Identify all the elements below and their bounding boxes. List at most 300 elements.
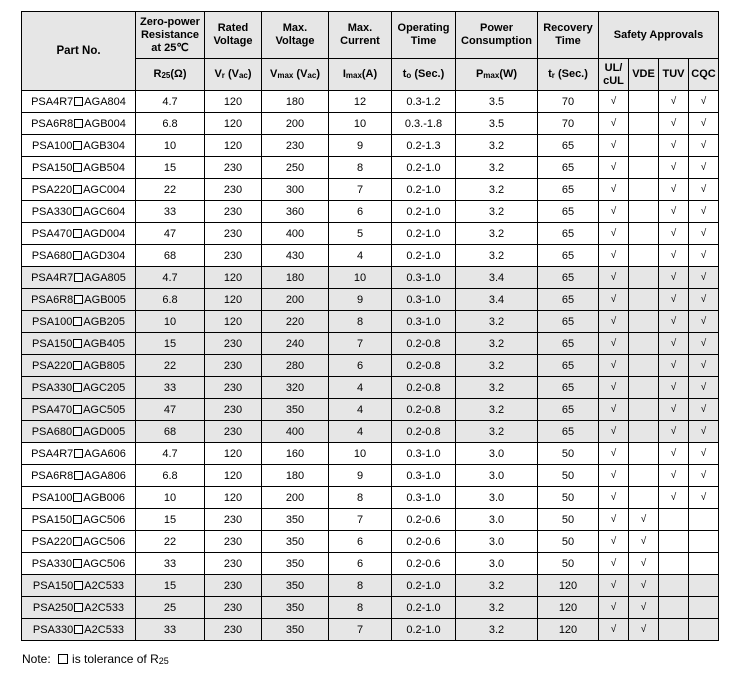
- cell-pmax: 3.2: [456, 201, 538, 223]
- tolerance-box-icon: [73, 163, 82, 172]
- table-row: [22, 575, 719, 597]
- cell-pmax: 3.4: [456, 289, 538, 311]
- cell-to: 0.2-1.0: [392, 245, 456, 267]
- cell-tr: 50: [538, 509, 599, 531]
- cell-tuv: √: [659, 465, 689, 487]
- tolerance-box-icon: [74, 119, 83, 128]
- cell-tuv: √: [659, 377, 689, 399]
- cell-tr: 50: [538, 531, 599, 553]
- cell-part-no: PSA6R8 AGB005: [22, 289, 136, 311]
- cell-tr: 65: [538, 377, 599, 399]
- header-operating-time: Operating Time: [392, 12, 456, 59]
- cell-to: 0.2-0.6: [392, 531, 456, 553]
- cell-to: 0.2-0.8: [392, 355, 456, 377]
- note-prefix: Note:: [22, 652, 51, 666]
- cell-imax: 6: [329, 355, 392, 377]
- cell-vde: [629, 223, 659, 245]
- table-row: [22, 223, 719, 245]
- cell-pmax: 3.2: [456, 575, 538, 597]
- cell-vmax: 350: [262, 619, 329, 641]
- cell-r25: 22: [136, 179, 205, 201]
- cell-cqc: √: [689, 113, 719, 135]
- unit-to: to (Sec.): [392, 59, 456, 91]
- cell-r25: 22: [136, 531, 205, 553]
- cell-vmax: 180: [262, 267, 329, 289]
- cell-tuv: √: [659, 421, 689, 443]
- cell-ul: √: [599, 113, 629, 135]
- cell-tr: 65: [538, 289, 599, 311]
- cell-tuv: √: [659, 333, 689, 355]
- cell-vmax: 350: [262, 597, 329, 619]
- cell-vmax: 200: [262, 113, 329, 135]
- cell-vmax: 160: [262, 443, 329, 465]
- cell-to: 0.3-1.0: [392, 267, 456, 289]
- cell-imax: 8: [329, 311, 392, 333]
- cell-part-no: PSA100 AGB006: [22, 487, 136, 509]
- cell-vr: 230: [205, 399, 262, 421]
- cell-part-no: PSA150 AGB405: [22, 333, 136, 355]
- cell-r25: 4.7: [136, 267, 205, 289]
- tolerance-box-icon: [74, 295, 83, 304]
- cell-part-no: PSA330 AGC506: [22, 553, 136, 575]
- cell-pmax: 3.0: [456, 553, 538, 575]
- cell-part-no: PSA6R8 AGB004: [22, 113, 136, 135]
- cell-vde: [629, 113, 659, 135]
- cell-vde: [629, 267, 659, 289]
- cell-vr: 230: [205, 619, 262, 641]
- cell-ul: √: [599, 487, 629, 509]
- note-symbol: R25: [150, 652, 169, 666]
- cell-vr: 120: [205, 113, 262, 135]
- table-row: [22, 267, 719, 289]
- tolerance-box-icon: [73, 559, 82, 568]
- cell-imax: 4: [329, 399, 392, 421]
- cell-part-no: PSA470 AGD004: [22, 223, 136, 245]
- tolerance-box-icon: [73, 339, 82, 348]
- cell-vmax: 360: [262, 201, 329, 223]
- cell-to: 0.2-1.0: [392, 201, 456, 223]
- cell-part-no: PSA100 AGB205: [22, 311, 136, 333]
- cell-vde: √: [629, 619, 659, 641]
- cell-pmax: 3.5: [456, 113, 538, 135]
- cell-vr: 120: [205, 311, 262, 333]
- cell-to: 0.3-1.0: [392, 443, 456, 465]
- cell-to: 0.2-0.8: [392, 377, 456, 399]
- cell-vde: √: [629, 597, 659, 619]
- cell-vmax: 350: [262, 509, 329, 531]
- header-safety-approvals: Safety Approvals: [599, 12, 719, 59]
- cell-tuv: √: [659, 91, 689, 113]
- cell-part-no: PSA330 A2C533: [22, 619, 136, 641]
- cell-pmax: 3.2: [456, 597, 538, 619]
- cell-vde: √: [629, 531, 659, 553]
- cell-part-no: PSA220 AGC506: [22, 531, 136, 553]
- cell-tr: 50: [538, 487, 599, 509]
- cell-cqc: √: [689, 333, 719, 355]
- cell-cqc: √: [689, 267, 719, 289]
- cell-vde: [629, 179, 659, 201]
- cell-to: 0.2-0.8: [392, 421, 456, 443]
- cell-r25: 22: [136, 355, 205, 377]
- cell-part-no: PSA220 AGC004: [22, 179, 136, 201]
- cell-vde: [629, 465, 659, 487]
- cell-vr: 230: [205, 157, 262, 179]
- cell-r25: 15: [136, 157, 205, 179]
- cell-vr: 230: [205, 575, 262, 597]
- cell-to: 0.2-0.8: [392, 399, 456, 421]
- cell-r25: 4.7: [136, 443, 205, 465]
- header-part-no: Part No.: [22, 12, 136, 91]
- tolerance-box-icon: [73, 515, 82, 524]
- cell-vmax: 400: [262, 421, 329, 443]
- cell-r25: 6.8: [136, 465, 205, 487]
- cell-tr: 65: [538, 333, 599, 355]
- cell-to: 0.2-1.0: [392, 619, 456, 641]
- cell-r25: 6.8: [136, 289, 205, 311]
- cell-vmax: 300: [262, 179, 329, 201]
- table-row: [22, 421, 719, 443]
- unit-r25: R25(Ω): [136, 59, 205, 91]
- cell-ul: √: [599, 223, 629, 245]
- header-max-current: Max. Current: [329, 12, 392, 59]
- cell-vde: [629, 443, 659, 465]
- cell-tr: 65: [538, 201, 599, 223]
- cell-imax: 12: [329, 91, 392, 113]
- cell-tuv: √: [659, 223, 689, 245]
- cell-imax: 8: [329, 597, 392, 619]
- cell-ul: √: [599, 509, 629, 531]
- cell-r25: 4.7: [136, 91, 205, 113]
- cell-tr: 65: [538, 135, 599, 157]
- cell-part-no: PSA4R7 AGA804: [22, 91, 136, 113]
- cell-vmax: 350: [262, 531, 329, 553]
- cell-pmax: 3.0: [456, 487, 538, 509]
- cell-imax: 8: [329, 157, 392, 179]
- cell-to: 0.3-1.0: [392, 487, 456, 509]
- cell-vmax: 430: [262, 245, 329, 267]
- cell-part-no: PSA330 AGC604: [22, 201, 136, 223]
- tolerance-box-icon: [74, 625, 83, 634]
- cell-ul: √: [599, 201, 629, 223]
- cell-imax: 8: [329, 487, 392, 509]
- cell-cqc: √: [689, 179, 719, 201]
- cell-tr: 65: [538, 421, 599, 443]
- approval-vde: VDE: [629, 59, 659, 91]
- cell-tuv: √: [659, 245, 689, 267]
- cell-imax: 6: [329, 201, 392, 223]
- cell-imax: 9: [329, 465, 392, 487]
- cell-part-no: PSA330 AGC205: [22, 377, 136, 399]
- cell-vde: [629, 377, 659, 399]
- cell-vde: [629, 399, 659, 421]
- cell-imax: 7: [329, 179, 392, 201]
- cell-tuv: [659, 575, 689, 597]
- cell-pmax: 3.0: [456, 509, 538, 531]
- table-row: [22, 245, 719, 267]
- cell-tuv: √: [659, 443, 689, 465]
- cell-ul: √: [599, 597, 629, 619]
- cell-ul: √: [599, 245, 629, 267]
- cell-cqc: √: [689, 421, 719, 443]
- cell-vde: [629, 135, 659, 157]
- cell-ul: √: [599, 443, 629, 465]
- cell-ul: √: [599, 399, 629, 421]
- tolerance-box-icon: [73, 427, 82, 436]
- tolerance-box-icon: [73, 317, 82, 326]
- cell-vmax: 240: [262, 333, 329, 355]
- cell-pmax: 3.2: [456, 245, 538, 267]
- cell-imax: 4: [329, 421, 392, 443]
- table-row: [22, 509, 719, 531]
- cell-pmax: 3.2: [456, 135, 538, 157]
- cell-tr: 50: [538, 553, 599, 575]
- cell-to: 0.3-1.0: [392, 311, 456, 333]
- table-row: [22, 355, 719, 377]
- footnote: [22, 652, 169, 666]
- cell-tuv: [659, 597, 689, 619]
- unit-tr: tr (Sec.): [538, 59, 599, 91]
- cell-pmax: 3.2: [456, 157, 538, 179]
- cell-imax: 10: [329, 113, 392, 135]
- cell-to: 0.3.-1.8: [392, 113, 456, 135]
- cell-to: 0.3-1.0: [392, 465, 456, 487]
- cell-cqc: √: [689, 135, 719, 157]
- cell-ul: √: [599, 135, 629, 157]
- cell-imax: 7: [329, 509, 392, 531]
- cell-tuv: [659, 553, 689, 575]
- cell-imax: 4: [329, 245, 392, 267]
- cell-pmax: 3.2: [456, 355, 538, 377]
- cell-r25: 10: [136, 135, 205, 157]
- cell-vr: 120: [205, 91, 262, 113]
- unit-pmax: Pmax(W): [456, 59, 538, 91]
- header-recovery-time: Recovery Time: [538, 12, 599, 59]
- table-row: [22, 377, 719, 399]
- cell-ul: √: [599, 355, 629, 377]
- cell-imax: 6: [329, 553, 392, 575]
- cell-tr: 120: [538, 575, 599, 597]
- cell-r25: 15: [136, 333, 205, 355]
- cell-to: 0.2-1.0: [392, 179, 456, 201]
- table-row: [22, 91, 719, 113]
- tolerance-box-icon: [74, 449, 83, 458]
- tolerance-box-icon: [73, 185, 82, 194]
- cell-to: 0.2-1.0: [392, 223, 456, 245]
- cell-tr: 50: [538, 465, 599, 487]
- cell-vde: [629, 289, 659, 311]
- cell-cqc: √: [689, 289, 719, 311]
- table-row: [22, 157, 719, 179]
- cell-pmax: 3.2: [456, 421, 538, 443]
- cell-ul: √: [599, 619, 629, 641]
- table-row: [22, 201, 719, 223]
- cell-vr: 230: [205, 179, 262, 201]
- cell-imax: 7: [329, 333, 392, 355]
- cell-imax: 8: [329, 575, 392, 597]
- cell-cqc: √: [689, 223, 719, 245]
- cell-to: 0.2-1.0: [392, 597, 456, 619]
- cell-r25: 68: [136, 245, 205, 267]
- spec-sheet: [21, 11, 719, 641]
- cell-tuv: √: [659, 355, 689, 377]
- table-row: [22, 179, 719, 201]
- cell-cqc: √: [689, 399, 719, 421]
- cell-tuv: √: [659, 311, 689, 333]
- header-row: [22, 12, 719, 59]
- table-row: [22, 465, 719, 487]
- cell-tuv: √: [659, 113, 689, 135]
- cell-ul: √: [599, 91, 629, 113]
- cell-vr: 230: [205, 531, 262, 553]
- cell-to: 0.2-0.6: [392, 509, 456, 531]
- cell-vmax: 350: [262, 399, 329, 421]
- tolerance-box-icon: [74, 273, 83, 282]
- cell-part-no: PSA4R7 AGA805: [22, 267, 136, 289]
- cell-part-no: PSA470 AGC505: [22, 399, 136, 421]
- cell-vmax: 200: [262, 487, 329, 509]
- cell-pmax: 3.0: [456, 531, 538, 553]
- tolerance-box-icon: [73, 229, 82, 238]
- cell-vmax: 180: [262, 465, 329, 487]
- table-row: [22, 553, 719, 575]
- cell-vmax: 350: [262, 553, 329, 575]
- approval-ul-cul: UL/ cUL: [599, 59, 629, 91]
- cell-cqc: [689, 509, 719, 531]
- cell-pmax: 3.0: [456, 443, 538, 465]
- tolerance-box-icon: [73, 207, 82, 216]
- cell-vr: 120: [205, 443, 262, 465]
- cell-tuv: √: [659, 135, 689, 157]
- cell-vde: [629, 201, 659, 223]
- cell-vde: [629, 421, 659, 443]
- cell-cqc: √: [689, 91, 719, 113]
- cell-vr: 120: [205, 135, 262, 157]
- cell-ul: √: [599, 157, 629, 179]
- cell-tr: 120: [538, 597, 599, 619]
- cell-vmax: 320: [262, 377, 329, 399]
- cell-tuv: √: [659, 201, 689, 223]
- cell-vr: 230: [205, 355, 262, 377]
- cell-tr: 70: [538, 113, 599, 135]
- cell-vde: [629, 311, 659, 333]
- cell-vr: 120: [205, 267, 262, 289]
- table-body: [22, 91, 719, 641]
- cell-tr: 65: [538, 399, 599, 421]
- cell-tuv: [659, 531, 689, 553]
- unit-imax: Imax(A): [329, 59, 392, 91]
- cell-vr: 230: [205, 245, 262, 267]
- cell-r25: 6.8: [136, 113, 205, 135]
- cell-r25: 15: [136, 509, 205, 531]
- table-row: [22, 531, 719, 553]
- cell-tr: 120: [538, 619, 599, 641]
- unit-vmax: Vmax (Vac): [262, 59, 329, 91]
- cell-part-no: PSA150 AGB504: [22, 157, 136, 179]
- table-row: [22, 597, 719, 619]
- cell-cqc: √: [689, 245, 719, 267]
- header-rated-voltage: Rated Voltage: [205, 12, 262, 59]
- cell-tuv: √: [659, 289, 689, 311]
- cell-pmax: 3.5: [456, 91, 538, 113]
- cell-imax: 10: [329, 267, 392, 289]
- cell-ul: √: [599, 421, 629, 443]
- approval-tuv: TUV: [659, 59, 689, 91]
- cell-tr: 65: [538, 311, 599, 333]
- cell-part-no: PSA4R7 AGA606: [22, 443, 136, 465]
- cell-vr: 230: [205, 421, 262, 443]
- cell-vr: 230: [205, 333, 262, 355]
- cell-vmax: 250: [262, 157, 329, 179]
- cell-ul: √: [599, 531, 629, 553]
- table-row: [22, 399, 719, 421]
- cell-r25: 10: [136, 487, 205, 509]
- table-row: [22, 487, 719, 509]
- cell-vr: 230: [205, 377, 262, 399]
- cell-r25: 15: [136, 575, 205, 597]
- cell-cqc: [689, 575, 719, 597]
- cell-ul: √: [599, 553, 629, 575]
- tolerance-box-icon: [73, 493, 82, 502]
- cell-tuv: √: [659, 487, 689, 509]
- cell-r25: 33: [136, 377, 205, 399]
- cell-tr: 50: [538, 443, 599, 465]
- table-row: [22, 619, 719, 641]
- cell-vr: 230: [205, 201, 262, 223]
- tolerance-box-icon: [73, 361, 82, 370]
- cell-to: 0.2-1.3: [392, 135, 456, 157]
- cell-tr: 70: [538, 91, 599, 113]
- cell-r25: 33: [136, 553, 205, 575]
- cell-pmax: 3.2: [456, 619, 538, 641]
- cell-tuv: [659, 619, 689, 641]
- table-row: [22, 289, 719, 311]
- cell-cqc: √: [689, 443, 719, 465]
- cell-vr: 120: [205, 465, 262, 487]
- cell-imax: 9: [329, 135, 392, 157]
- cell-to: 0.2-0.6: [392, 553, 456, 575]
- cell-vmax: 220: [262, 311, 329, 333]
- cell-vde: [629, 355, 659, 377]
- cell-tr: 65: [538, 179, 599, 201]
- cell-tr: 65: [538, 245, 599, 267]
- cell-vmax: 180: [262, 91, 329, 113]
- cell-cqc: √: [689, 355, 719, 377]
- cell-r25: 47: [136, 399, 205, 421]
- cell-tuv: [659, 509, 689, 531]
- cell-part-no: PSA150 AGC506: [22, 509, 136, 531]
- cell-vde: [629, 91, 659, 113]
- cell-tuv: √: [659, 179, 689, 201]
- cell-pmax: 3.2: [456, 311, 538, 333]
- cell-r25: 25: [136, 597, 205, 619]
- cell-cqc: √: [689, 377, 719, 399]
- cell-pmax: 3.4: [456, 267, 538, 289]
- cell-vr: 230: [205, 509, 262, 531]
- cell-vmax: 230: [262, 135, 329, 157]
- cell-part-no: PSA220 AGB805: [22, 355, 136, 377]
- unit-vr: Vr (Vac): [205, 59, 262, 91]
- cell-vmax: 400: [262, 223, 329, 245]
- cell-pmax: 3.2: [456, 399, 538, 421]
- cell-part-no: PSA150 A2C533: [22, 575, 136, 597]
- cell-ul: √: [599, 267, 629, 289]
- cell-tr: 65: [538, 355, 599, 377]
- cell-vr: 230: [205, 553, 262, 575]
- cell-tr: 65: [538, 157, 599, 179]
- cell-vmax: 280: [262, 355, 329, 377]
- cell-part-no: PSA680 AGD304: [22, 245, 136, 267]
- cell-cqc: [689, 553, 719, 575]
